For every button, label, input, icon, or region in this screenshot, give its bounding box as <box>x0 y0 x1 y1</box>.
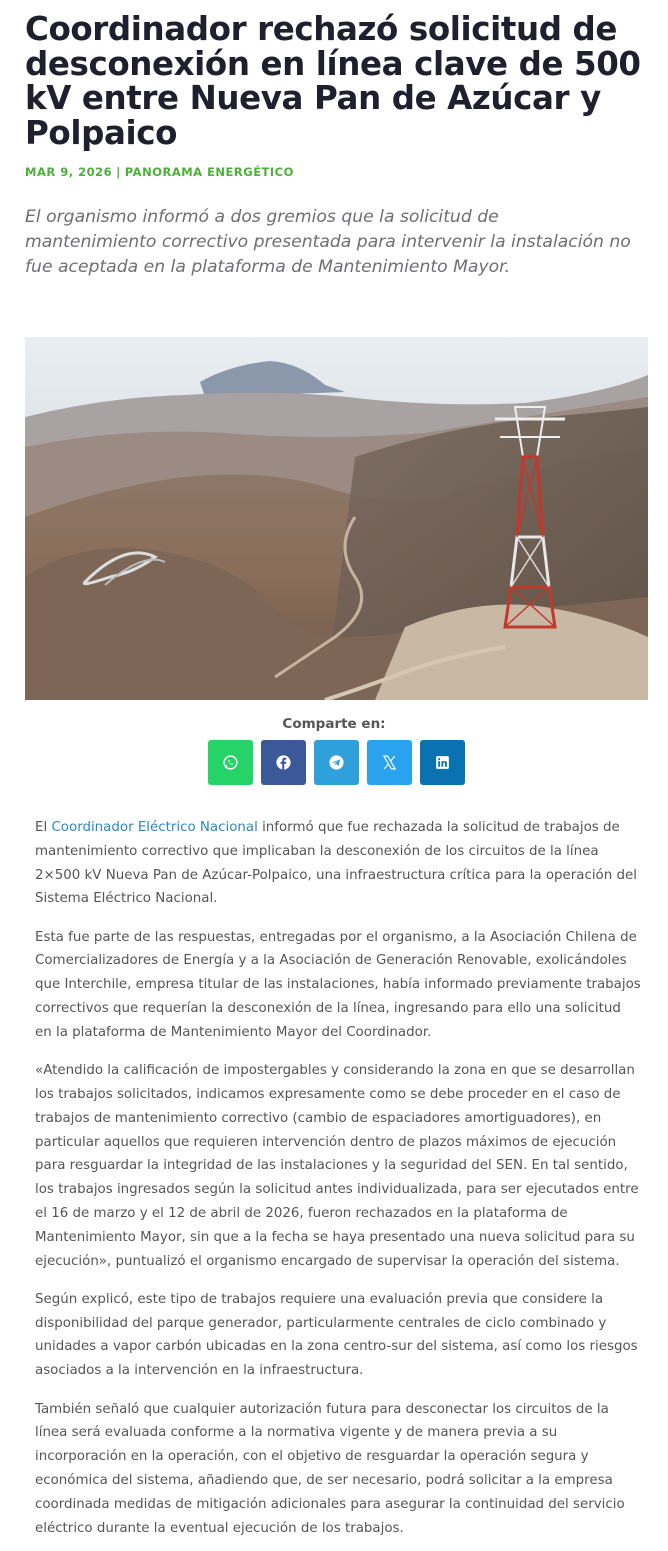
x-share-button[interactable] <box>367 740 412 785</box>
p1-prefix: El <box>35 820 52 835</box>
facebook-icon <box>275 754 292 771</box>
share-label: Comparte en: <box>282 716 386 732</box>
linkedin-icon <box>434 754 451 771</box>
article-category[interactable]: PANORAMA ENERGÉTICO <box>124 165 294 179</box>
paragraph-3: «Atendido la calificación de impostergables y considerando la zona en que se desarrollan los trabajos solicitados, indicamos expresamente como se debe proceder en el caso de trabajos de mantenimiento correctivo (cambio de espaciadores amortiguadores), en particular aquellos que requieren intervención dentro de plazos máximos de ejecución para resguardar la integridad de las instalaciones y la seguridad del SEN. En tal sentido, los trabajos ingresados según la solicitud antes individualizada, para ser ejecutados entre el 16 de marzo y el 12 de abril de 2026, fueron rechazados en la plataforma de Mantenimiento Mayor, sin que a la fecha se haya presentado una nueva solicitud para su ejecución», puntualizó el organismo encargado de supervisar la operación del sistema. <box>35 1063 639 1269</box>
meta-separator: | <box>116 165 121 179</box>
article-meta <box>25 165 647 179</box>
telegram-share-button[interactable] <box>314 740 359 785</box>
article-title: Coordinador rechazó solicitud de desconexión en línea clave de 500 kV entre Nueva Pan de Azúcar y Polpaico <box>25 10 641 152</box>
paragraph-1 <box>35 816 641 911</box>
article-body <box>35 816 641 1551</box>
coordinador-link[interactable]: Coordinador Eléctrico Nacional <box>51 820 258 835</box>
x-icon <box>381 754 398 771</box>
p1-rest: informó que fue rechazada la solicitud de trabajos de mantenimiento correctivo que implicaban la desconexión de los circuitos de la línea 2×500 kV Nueva Pan de Azúcar-Polpaico, una infraestructura crítica para la operación del Sistema Eléctrico Nacional. <box>35 820 637 907</box>
telegram-icon <box>328 754 345 771</box>
article-lead: El organismo informó a dos gremios que la solicitud de mantenimiento correctivo presentada para intervenir la instalación no fue aceptada en la plataforma de Mantenimiento Mayor. <box>25 207 631 277</box>
linkedin-share-button[interactable] <box>420 740 465 785</box>
paragraph-2: Esta fue parte de las respuestas, entregadas por el organismo, a la Asociación Chilena de Comercializadores de Energía y a la Asociación de Generación Renovable, exolicándoles que Interchile, empresa titular de las instalaciones, había informado previamente trabajos correctivos que requerían la desconexión de la línea, ingresando para ello una solicitud en la plataforma de Mantenimiento Mayor del Coordinador. <box>35 929 641 1040</box>
hero-image <box>25 337 648 700</box>
paragraph-4: Según explicó, este tipo de trabajos requiere una evaluación previa que considere la disponibilidad del parque generador, particularmente centrales de ciclo combinado y unidades a vapor carbón ubicadas en la zona centro-sur del sistema, así como los riesgos asociados a la intervención en la infraestructura. <box>35 1291 638 1379</box>
whatsapp-icon <box>222 754 239 771</box>
paragraph-5: También señaló que cualquier autorización futura para desconectar los circuitos de la línea será evaluada conforme a la normativa vigente y de manera previa a su incorporación en la operación, con el objetivo de resguardar la operación segura y económica del sistema, añadiendo que, de ser necesario, podrá solicitar a la empresa coordinada medidas de mitigación adicionales para asegurar la continuidad del servicio eléctrico durante la eventual ejecución de los trabajos. <box>35 1401 625 1536</box>
facebook-share-button[interactable] <box>261 740 306 785</box>
hero-illustration <box>25 337 648 700</box>
share-buttons <box>208 740 465 785</box>
whatsapp-share-button[interactable] <box>208 740 253 785</box>
article-header <box>25 12 647 280</box>
article-date: MAR 9, 2026 <box>25 165 113 179</box>
